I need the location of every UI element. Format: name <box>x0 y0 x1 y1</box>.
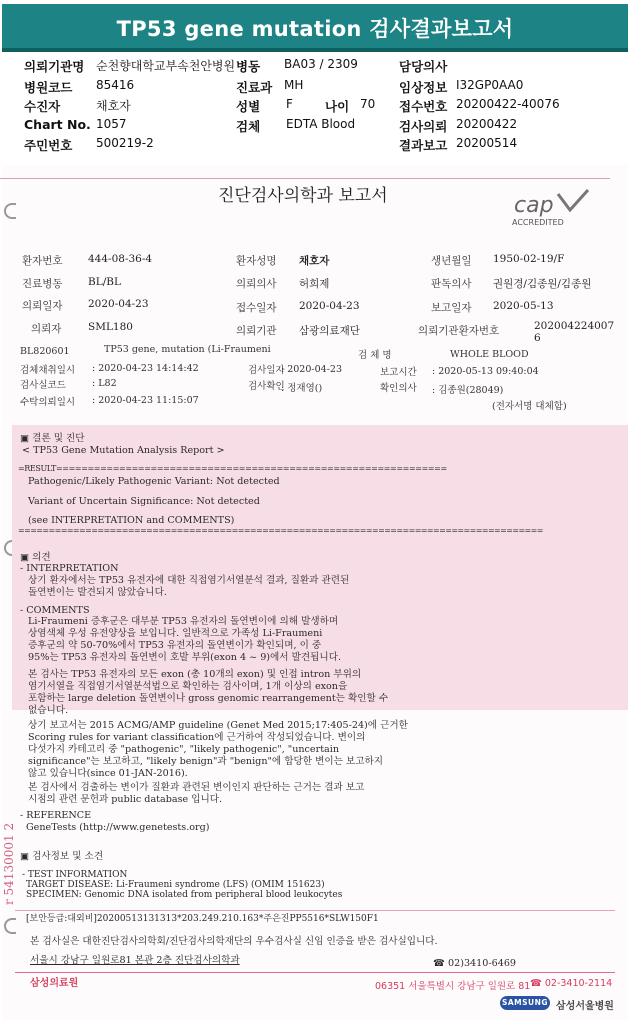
request-label: 검사의뢰 <box>399 119 448 134</box>
r4-value1: SML180 <box>88 321 133 333</box>
comment-line8: 없습니다. <box>28 705 69 716</box>
exam-date-value: : 2020-04-23 <box>281 364 342 375</box>
testcode-value: : L82 <box>92 378 117 389</box>
comment-line2: 상염색체 우성 유전양상을 보입니다. 일반적으로 가족성 Li-Fraumeni <box>28 628 323 639</box>
receive-value: : 2020-04-23 11:15:07 <box>92 395 199 406</box>
patient-label: 수진자 <box>24 99 61 114</box>
doctor-label: 담당의사 <box>399 59 448 74</box>
exam-date-label: 검사일자 <box>248 365 285 376</box>
confirm-value: : 정재영() <box>281 383 323 394</box>
specimen-name-label: 검 체 명 <box>358 350 392 361</box>
r2-value1: BL/BL <box>88 276 121 288</box>
receive-label: 수탁의뢰일시 <box>20 397 76 408</box>
result-eq-line: =RESULT============================================================== <box>18 464 447 473</box>
r1-label3: 생년월일 <box>431 255 472 267</box>
result-subtitle: < TP53 Gene Mutation Analysis Report > <box>22 445 225 456</box>
section-result-heading: ▣ 결론 및 진단 <box>20 433 85 444</box>
certification-line: 본 검사실은 대한진단검사의학회/진단검사의학재단의 우수검사실 신임 인증을 받은 검사실입니다. <box>30 936 438 947</box>
ward-value: BA03 / 2309 <box>284 57 358 71</box>
r3-value3: 2020-05-13 <box>493 300 554 312</box>
dept-label: 진료과 <box>236 80 273 95</box>
test-info-heading: - TEST INFORMATION <box>22 870 128 880</box>
lab-address: 서울시 강남구 일원로81 본관 2층 진단검사의학과 <box>30 955 240 966</box>
comment-line6: 염기서열을 직접염기서열분석법으로 확인하는 검사이며, 1개 이상의 exon을 <box>28 681 348 692</box>
sex-value: F <box>286 97 293 111</box>
r2-value2: 허희제 <box>299 278 330 290</box>
specimen-label: 검체 <box>236 119 261 134</box>
samsung-logo <box>500 996 550 1010</box>
cap-logo-text: cap <box>514 193 554 218</box>
r1-value3: 1950-02-19/F <box>493 253 565 265</box>
institution-value: 순천향대학교부속천안병원 <box>96 59 236 73</box>
clinical-value: I32GP0AA0 <box>456 78 524 92</box>
comment-line7: 포함하는 large deletion 돌연변이나 gross genomic rearrangement는 확인할 수 <box>28 693 389 704</box>
vus-result: Variant of Uncertain Significance: Not detected <box>28 496 260 507</box>
comment-line4: 95%는 TP53 유전자의 돌연변이 호발 부위(exon 4 ~ 9)에서 발견됩니다. <box>28 652 342 663</box>
comment-line13: 않고 있습니다(since 01-JAN-2016). <box>28 768 188 779</box>
test-code: BL820601 <box>20 346 70 357</box>
reference-heading: - REFERENCE <box>20 810 92 821</box>
comments-heading: - COMMENTS <box>20 605 90 616</box>
testcode-label: 검사실코드 <box>20 380 66 391</box>
sign-note: (전자서명 대체함) <box>492 401 567 412</box>
r4-value2: 삼광의료재단 <box>299 325 360 337</box>
comment-line5: 본 검사는 TP53 유전자의 모든 exon (총 10개의 exon) 및 인접 intron 부위의 <box>28 669 362 680</box>
comment-line3: 증후군의 약 50-70%에서 TP53 유전자의 돌연변이가 확인되며, 이 중 <box>28 640 322 651</box>
report-top-rule <box>0 178 610 179</box>
interpretation-line2: 돌연변이는 발견되지 않았습니다. <box>28 587 167 598</box>
r2-value3: 권원경/김종원/김종원 <box>493 278 592 290</box>
rrn-value: 500219-2 <box>96 136 154 150</box>
r4-label1: 의뢰자 <box>31 323 62 335</box>
r1-value1: 444-08-36-4 <box>88 253 153 265</box>
collect-label: 검체채취일시 <box>20 365 76 376</box>
report-time-value: : 2020-05-13 09:40:04 <box>432 366 539 377</box>
comment-line10: Scoring rules for variant classification에 근거하여 작성되었습니다. 변이의 <box>28 732 366 743</box>
section-info-heading: ▣ 검사정보 및 소견 <box>20 851 104 862</box>
hospcode-value: 85416 <box>96 78 135 92</box>
report-date-value: 20200514 <box>456 136 518 150</box>
r3-label2: 접수일자 <box>236 302 277 314</box>
test-info-line1: TARGET DISEASE: Li-Fraumeni syndrome (LFS) (OMIM 151623) <box>26 880 325 890</box>
lab-phone: ☎ 02)3410-6469 <box>433 958 517 969</box>
report-time-label: 보고시간 <box>380 367 417 378</box>
footer-address: 06351 서울특별시 강남구 일원로 81 <box>375 981 531 992</box>
r4-value3: 202004224007 <box>534 320 615 332</box>
specimen-value: EDTA Blood <box>286 117 356 131</box>
interpretation-heading: - INTERPRETATION <box>20 563 119 574</box>
comment-line9: 상기 보고서는 2015 ACMG/AMP guideline (Genet Med 2015;17:405-24)에 근거한 <box>28 720 408 731</box>
verify-label: 확인의사 <box>380 383 417 394</box>
binder-hole-icon <box>4 918 16 934</box>
footer-phone: ☎ 02-3410-2114 <box>530 978 613 989</box>
rrn-label: 주민번호 <box>24 138 73 153</box>
footer-rule <box>15 910 615 911</box>
eq-line: ====================================================================================== <box>18 526 543 535</box>
r3-label1: 의뢰일자 <box>22 300 63 312</box>
report-title: TP53 gene mutation 검사결과보고서 <box>116 17 514 41</box>
age-label: 나이 <box>325 99 350 114</box>
institution-label: 의뢰기관명 <box>24 59 85 74</box>
security-line: [보안등급:대외비]20200513131313*203.249.210.163*주은진PP5516*SLW150F1 <box>26 914 379 924</box>
r1-label2: 환자성명 <box>236 255 277 267</box>
see-note: (see INTERPRETATION and COMMENTS) <box>28 515 235 526</box>
verify-value: : 김종원(28049) <box>432 385 504 396</box>
side-number: r 54130001 2 <box>2 822 16 905</box>
cap-accredited-text: ACCREDITED <box>512 218 564 227</box>
request-value: 20200422 <box>456 117 518 131</box>
ward-label: 병동 <box>236 59 261 74</box>
r4-label2: 의뢰기관 <box>236 325 277 337</box>
lab-report-title: 진단검사의학과 보고서 <box>218 186 388 206</box>
samsung-logo-text: SAMSUNG <box>501 998 549 1007</box>
specimen-name-value: WHOLE BLOOD <box>450 349 529 360</box>
report-date-label: 결과보고 <box>399 138 448 153</box>
r3-value1: 2020-04-23 <box>88 298 149 310</box>
comment-line11: 다섯가지 카테고리 중 "pathogenic", "likely pathogenic", "uncertain <box>28 744 340 755</box>
test-name: TP53 gene, mutation (Li-Fraumeni <box>104 344 271 355</box>
reference-line1: GeneTests (http://www.genetests.org) <box>26 822 210 833</box>
sex-label: 성별 <box>236 99 261 114</box>
interpretation-line1: 상기 환자에서는 TP53 유전자에 대한 직접염기서열분석 결과, 질환과 관련된 <box>28 575 350 586</box>
comment-line14: 본 검사에서 검출하는 변이가 질환과 관련된 변이인지 판단하는 근거는 결과 보고 <box>28 782 365 793</box>
hospcode-label: 병원코드 <box>24 80 73 95</box>
cap-accredited-logo <box>508 188 590 230</box>
accession-label: 접수번호 <box>399 99 448 114</box>
r3-label3: 보고일자 <box>431 302 472 314</box>
footer-hospital-name: 삼성서울병원 <box>556 1001 614 1012</box>
r2-label2: 의뢰의사 <box>236 278 277 290</box>
section-opinion-heading: ▣ 의견 <box>20 552 51 563</box>
report-title-bar <box>2 4 628 52</box>
comment-line12: significance"는 보고하고, "likely benign"과 "benign"에 합당한 변이는 보고하지 <box>28 756 383 767</box>
r2-label1: 진료병동 <box>22 278 63 290</box>
chart-label: Chart No. <box>24 117 91 132</box>
chart-value: 1057 <box>96 117 127 131</box>
test-info-line2: SPECIMEN: Genomic DNA isolated from peripheral blood leukocytes <box>26 890 343 900</box>
confirm-label: 검사확인 <box>248 381 285 392</box>
r2-label3: 판독의사 <box>431 278 472 290</box>
r1-value2: 채호자 <box>299 255 330 267</box>
r1-label1: 환자번호 <box>22 255 63 267</box>
comment-line1: Li-Fraumeni 증후군은 대부분 TP53 유전자의 돌연변이에 의해 발생하며 <box>28 616 339 627</box>
footer-red-rule <box>15 972 615 973</box>
r4-label3: 의뢰기관환자번호 <box>418 325 500 337</box>
dept-value: MH <box>284 78 304 92</box>
binder-hole-icon <box>4 203 16 219</box>
r3-value2: 2020-04-23 <box>299 300 360 312</box>
pathogenic-result: Pathogenic/Likely Pathogenic Variant: Not detected <box>28 476 280 487</box>
comment-line15: 시점의 관련 문헌과 public database 입니다. <box>28 794 223 805</box>
age-value: 70 <box>360 97 376 111</box>
collect-value: : 2020-04-23 14:14:42 <box>92 363 199 374</box>
accession-value: 20200422-40076 <box>456 97 560 111</box>
clinical-label: 임상정보 <box>399 80 448 95</box>
r4-value3b: 6 <box>534 332 541 344</box>
patient-value: 채호자 <box>96 99 131 113</box>
footer-left-logo: 삼성의료원 <box>30 978 79 989</box>
